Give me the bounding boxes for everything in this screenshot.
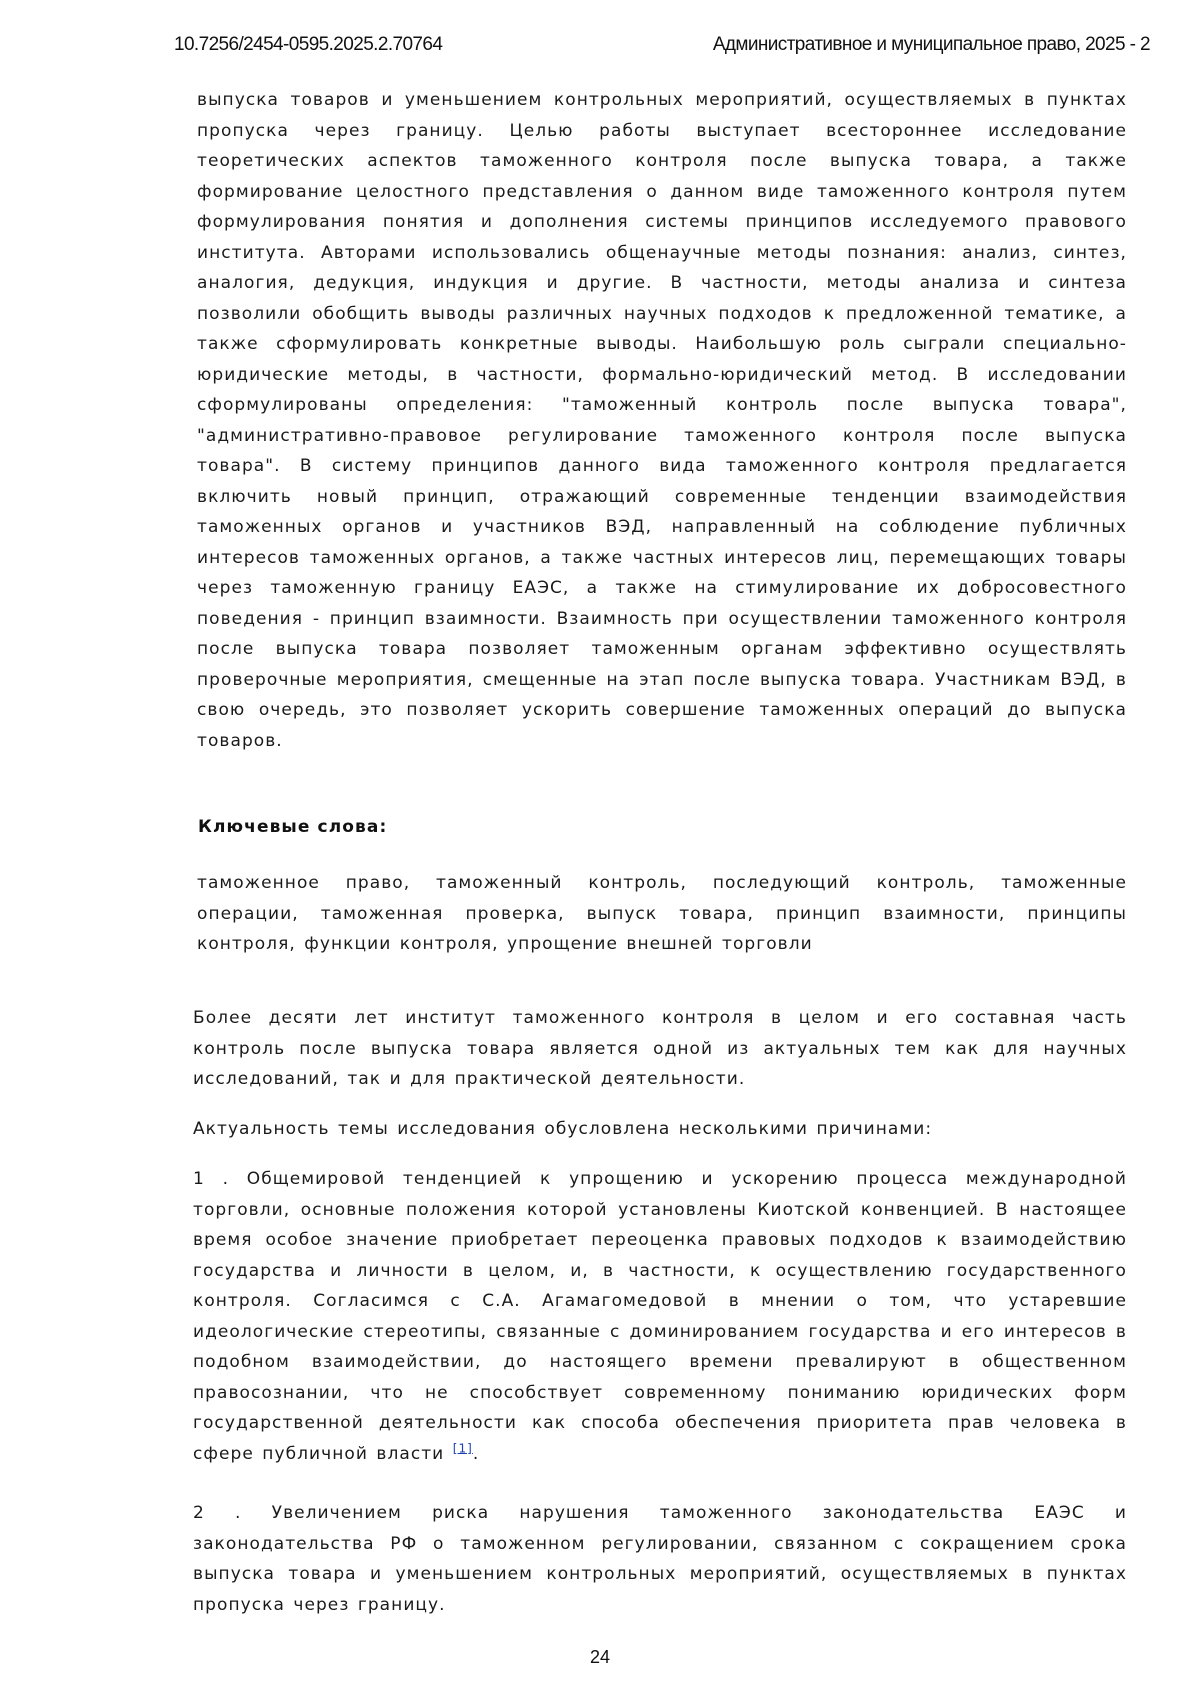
journal-title: Административное и муниципальное право, 2025 - 2 — [713, 34, 1150, 56]
keyword[interactable]: таможенная проверка — [321, 904, 558, 924]
list-item-1: 1 . Общемировой тенденцией к упрощению и ускорению процесса международной торговли, основные положения которой установлены Киотской конвенцией. В настоящее время особое значение приобретает переоценка правовых подходов к взаимодействию государства и личности в целом, и, в частности, к осуществлению государственного контроля. Согласимся с С.А. Агамагомедовой в мнении о том, что устаревшие идеологические стереотипы, связанные с доминированием государства и его интересов в подобном взаимодействии, до настоящего времени превалируют в общественном правосознании, что не способствует современному пониманию юридических форм государственной деятельности как способа обеспечения приоритета прав человека в сфере публичной власти [1]. — [193, 1164, 1127, 1469]
paragraph-relevance: Актуальность темы исследования обусловлена несколькими причинами: — [193, 1114, 1127, 1145]
paragraph-intro: Более десяти лет институт таможенного контроля в целом и его составная часть контроль после выпуска товара является одной из актуальных тем как для научных исследований, так и для практической деятельности. — [193, 1003, 1127, 1095]
keyword[interactable]: последующий контроль — [713, 873, 969, 893]
list-item-text: Увеличением риска нарушения таможенного законодательства ЕАЭС и законодательства РФ о таможенном регулировании, связанном с сокращением срока выпуска товара и уменьшением контрольных мероприятий, осуществляемых в пунктах пропуска через границу. — [193, 1503, 1127, 1615]
keyword[interactable]: принцип взаимности — [776, 904, 999, 924]
list-item-number: 1 — [193, 1169, 205, 1189]
keyword[interactable]: таможенное право — [197, 873, 404, 893]
doi: 10.7256/2454-0595.2025.2.70764 — [174, 34, 442, 56]
page-number: 24 — [0, 1647, 1200, 1668]
keyword[interactable]: функции контроля — [304, 934, 492, 954]
keyword[interactable]: выпуск товара — [587, 904, 748, 924]
list-item-2: 2 . Увеличением риска нарушения таможенного законодательства ЕАЭС и законодательства РФ о таможенном регулировании, связанном с сокращением срока выпуска товара и уменьшением контрольных мероприятий, осуществляемых в пунктах пропуска через границу. — [193, 1498, 1127, 1620]
keywords-title: Ключевые слова: — [198, 817, 387, 837]
reference-link[interactable]: [1] — [453, 1441, 473, 1455]
abstract-text: выпуска товаров и уменьшением контрольных мероприятий, осуществляемых в пунктах пропуска через границу. Целью работы выступает всестороннее исследование теоретических аспектов таможенного контроля после выпуска товара, а также формирование целостного представления о данном виде таможенного контроля путем формулирования понятия и дополнения системы принципов исследуемого правового института. Авторами использовались общенаучные методы познания: анализ, синтез, аналогия, дедукция, индукция и другие. В частности, методы анализа и синтеза позволили обобщить выводы различных научных подходов к предложенной тематике, а также сформулировать конкретные выводы. Наибольшую роль сыграли специально-юридические методы, в частности, формально-юридический метод. В исследовании сформулированы определения: "таможенный контроль после выпуска товара", "административно-правовое регулирование таможенного контроля после выпуска товара". В систему принципов данного вида таможенного контроля предлагается включить новый принцип, отражающий современные тенденции взаимодействия таможенных органов и участников ВЭД, направленный на соблюдение публичных интересов таможенных органов, а также частных интересов лиц, перемещающих товары через таможенную границу ЕАЭС, а также на стимулирование их добросовестного поведения - принцип взаимности. Взаимность при осуществлении таможенного контроля после выпуска товара позволяет таможенным органам эффективно осуществлять проверочные мероприятия, смещенные на этап после выпуска товара. Участникам ВЭД, в свою очередь, это позволяет ускорить совершение таможенных операций до выпуска товаров. — [197, 85, 1127, 756]
page-header — [174, 34, 1150, 60]
list-item-text: Общемировой тенденцией к упрощению и ускорению процесса международной торговли, основные положения которой установлены Киотской конвенцией. В настоящее время особое значение приобретает переоценка правовых подходов к взаимодействию государства и личности в целом, и, в частности, к осуществлению государственного контроля. Согласимся с С.А. Агамагомедовой в мнении о том, что устаревшие идеологические стереотипы, связанные с доминированием государства и его интересов в подобном взаимодействии, до настоящего времени превалируют в общественном правосознании, что не способствует современному пониманию юридических форм государственной деятельности как способа обеспечения приоритета прав человека в сфере публичной власти — [193, 1169, 1127, 1464]
keyword[interactable]: таможенный контроль — [436, 873, 681, 893]
keywords-list: таможенное право, таможенный контроль, последующий контроль, таможенные операции, таможенная проверка, выпуск товара, принцип взаимности, принципы контроля, функции контроля, упрощение внешней торговли — [197, 868, 1127, 960]
keyword[interactable]: упрощение внешней торговли — [507, 934, 813, 954]
keyword[interactable]: таможенные операции — [197, 873, 1127, 924]
keyword[interactable]: принципы контроля — [197, 904, 1127, 955]
list-item-number: 2 — [193, 1503, 205, 1523]
